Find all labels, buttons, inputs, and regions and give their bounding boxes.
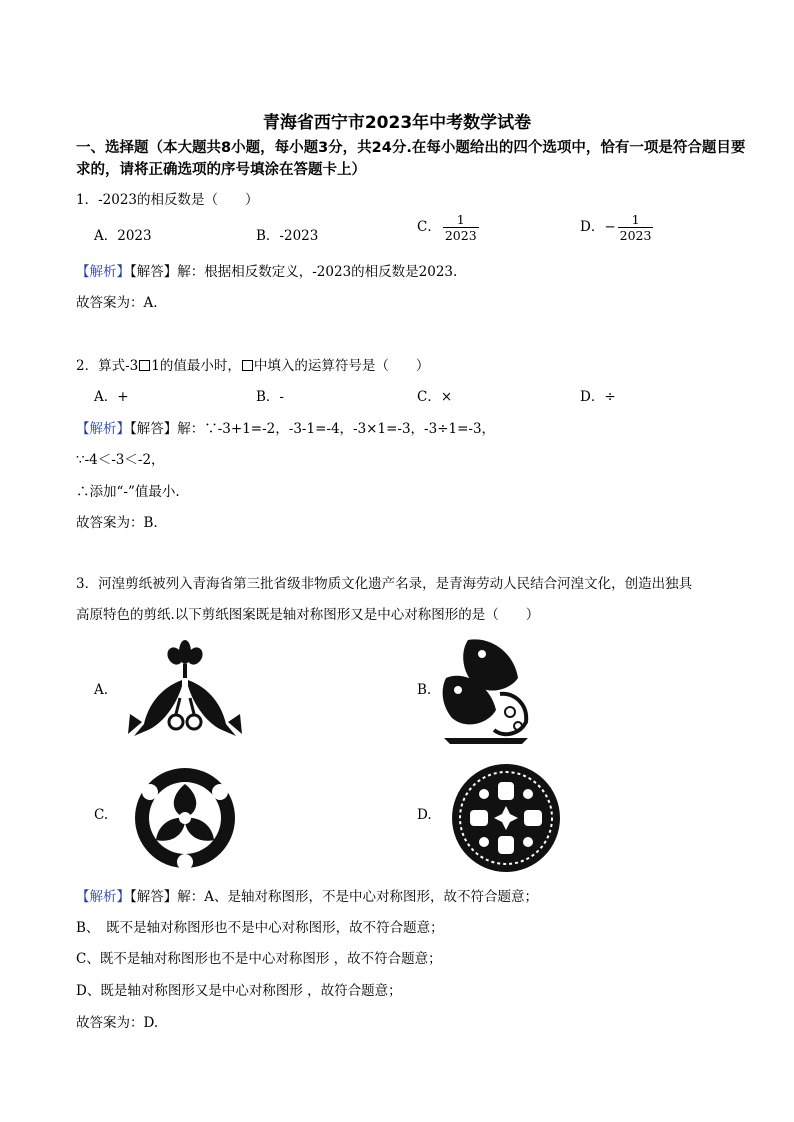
section-heading: 一、选择题（本大题共8小题，每小题3分，共24分.在每小题给出的四个选项中，恰有一项是符合题目要求的，请将正确选项的序号填涂在答题卡上） bbox=[76, 140, 746, 178]
q2-option-c: C．× bbox=[417, 389, 453, 405]
analysis-tag: 【解析】 bbox=[76, 421, 130, 437]
page-title: 青海省西宁市2023年中考数学试卷 bbox=[262, 113, 532, 133]
q2-option-b: B．- bbox=[256, 389, 284, 405]
papercut-lotus-fish-image bbox=[120, 636, 250, 748]
q2-answer: 故答案为：B. bbox=[76, 515, 158, 531]
q3-analysis-c: C、既不是轴对称图形也不是中心对称图形 ，故不符合题意； bbox=[76, 951, 442, 967]
q2-analysis-text: 【解答】解：∵-3+1=-2，-3-1=-4，-3×1=-3，-3÷1=-3， bbox=[130, 421, 496, 437]
q1-option-c-denominator: 2023 bbox=[444, 228, 477, 243]
q3-answer: 故答案为：D. bbox=[76, 1015, 159, 1031]
q3-analysis-text: 【解答】解：A、是轴对称图形，不是中心对称图形，故不符合题意； bbox=[130, 889, 538, 905]
q3-analysis-b: B、 既不是轴对称图形也不是中心对称图形，故不符合题意； bbox=[76, 920, 444, 936]
q1-option-d bbox=[580, 212, 653, 243]
q2-stem-end: 中填入的运算符号是（ ） bbox=[253, 358, 430, 374]
q2-analysis-line3: ∴添加“-”值最小. bbox=[76, 484, 180, 500]
papercut-fish-pair-image bbox=[438, 634, 534, 746]
q1-option-a: A．2023 bbox=[94, 228, 152, 244]
q1-option-d-fraction bbox=[618, 212, 654, 243]
q2-option-a: A．+ bbox=[94, 389, 129, 405]
q1-option-c-fraction bbox=[443, 212, 479, 243]
q3-label-c: C. bbox=[94, 807, 109, 823]
q1-option-c-prefix: C． bbox=[417, 219, 441, 235]
q1-answer: 故答案为：A. bbox=[76, 295, 158, 311]
q1-option-d-denominator: 2023 bbox=[619, 228, 652, 243]
q1-option-c bbox=[417, 212, 479, 243]
papercut-rosette-image bbox=[446, 762, 566, 874]
analysis-tag: 【解析】 bbox=[76, 264, 130, 280]
q3-label-d: D. bbox=[417, 807, 432, 823]
q1-option-d-numerator: 1 bbox=[631, 212, 640, 227]
q3-stem-line1: 3．河湟剪纸被列入青海省第三批省级非物质文化遗产名录，是青海劳动人民结合河湟文化，创造出独具 bbox=[76, 576, 693, 592]
q2-stem-before: 2．算式-3 bbox=[76, 358, 139, 374]
q1-option-c-numerator: 1 bbox=[456, 212, 465, 227]
q2-analysis-line2: ∵-4＜-3＜-2， bbox=[76, 452, 165, 468]
blank-box-icon bbox=[139, 360, 150, 371]
q3-analysis-d: D、既是轴对称图形又是中心对称图形 ，故符合题意； bbox=[76, 983, 402, 999]
q2-analysis bbox=[76, 417, 495, 437]
q1-option-b: B．-2023 bbox=[256, 228, 319, 244]
q1-stem: 1．-2023的相反数是（ ） bbox=[76, 192, 259, 208]
q3-label-b: B. bbox=[417, 682, 432, 698]
q2-stem bbox=[76, 354, 429, 374]
q3-label-a: A. bbox=[94, 682, 109, 698]
blank-box-icon bbox=[242, 360, 253, 371]
q1-option-d-prefix: D．− bbox=[580, 219, 616, 235]
q1-analysis bbox=[76, 260, 457, 280]
papercut-tri-circle-image bbox=[120, 762, 250, 874]
q2-option-d: D．÷ bbox=[580, 389, 616, 405]
q1-analysis-text: 【解答】解：根据相反数定义，-2023的相反数是2023. bbox=[130, 264, 458, 280]
q3-stem-line2: 高原特色的剪纸.以下剪纸图案既是轴对称图形又是中心对称图形的是（ ） bbox=[76, 607, 540, 623]
q3-analysis bbox=[76, 885, 538, 905]
q2-stem-after: 1的值最小时， bbox=[151, 358, 241, 374]
analysis-tag: 【解析】 bbox=[76, 889, 130, 905]
